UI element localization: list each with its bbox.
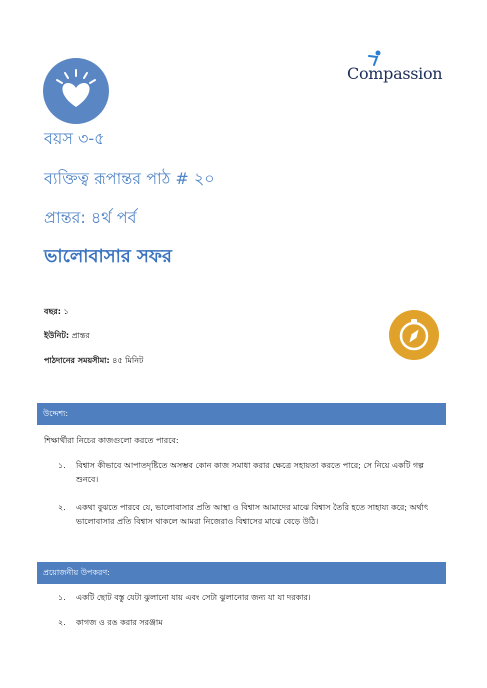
objectives-heading: উদ্দেশ্য: xyxy=(37,403,446,425)
material-item: একটি ছোট বস্তু যেটা ঝুলানো যায় এবং সেটা ঝুলানোর জন্য যা যা দরকার। xyxy=(76,593,311,602)
age-range: বয়স ৩-৫ xyxy=(44,129,105,148)
lesson-number: ব্যক্তিত্ব রূপান্তর পাঠ # ২০ xyxy=(44,169,215,188)
compass-icon xyxy=(389,310,439,360)
meta-year-label: বছর: xyxy=(44,307,61,316)
meta-time-label: পাঠদানের সময়সীমা: xyxy=(44,356,110,365)
meta-time xyxy=(44,355,143,368)
meta-year-value: ১ xyxy=(63,307,69,316)
objective-item: বিশ্বাস কীভাবে আপাতদৃষ্টিতে অসম্ভব কোন কাজ সমাধা করার ক্ষেত্রে সহায়তা করতে পারে; সে নিয়ে একটি গল্প শুনবে। xyxy=(76,461,424,484)
objective-item: একথা বুঝতে পারবে যে, ভালোবাসার প্রতি আস্থা ও বিশ্বাস আমাদের মাঝে বিশ্বাস তৈরি হতে সাহায্য করে; অর্থাৎ ভালোবাসার প্রতি বিশ্বাস থাকলে আমরা নিজেরাও বিশ্বাসের মাঝে বেড়ে উঠি। xyxy=(76,503,429,526)
ring-section: প্রান্তর: ৪র্থ পর্ব xyxy=(44,208,137,227)
heart-icon xyxy=(43,58,109,124)
objectives-intro: শিক্ষার্থীরা নিচের কাজগুলো করতে পারবে: xyxy=(44,436,179,445)
heart-badge xyxy=(43,58,109,124)
page-title: ভালোবাসার সফর xyxy=(44,246,172,267)
material-item: কাগজ ও রঙ করার সরঞ্জাম xyxy=(76,618,163,627)
meta-unit-label: ইউনিট: xyxy=(44,331,70,340)
objective-number: ২. xyxy=(58,503,66,512)
material-number: ২. xyxy=(58,618,66,627)
compassion-logo xyxy=(347,50,447,90)
meta-time-value: ৪৫ মিনিট xyxy=(112,356,144,365)
materials-heading: প্রয়োজনীয় উপকরণ: xyxy=(37,562,446,584)
meta-unit-value: প্রান্তর xyxy=(71,331,90,340)
meta-unit xyxy=(44,330,90,343)
material-number: ১. xyxy=(58,593,66,602)
logo-text: Compassion xyxy=(347,64,443,83)
compass-badge xyxy=(389,310,439,360)
meta-year xyxy=(44,306,69,319)
objective-number: ১. xyxy=(58,461,66,470)
